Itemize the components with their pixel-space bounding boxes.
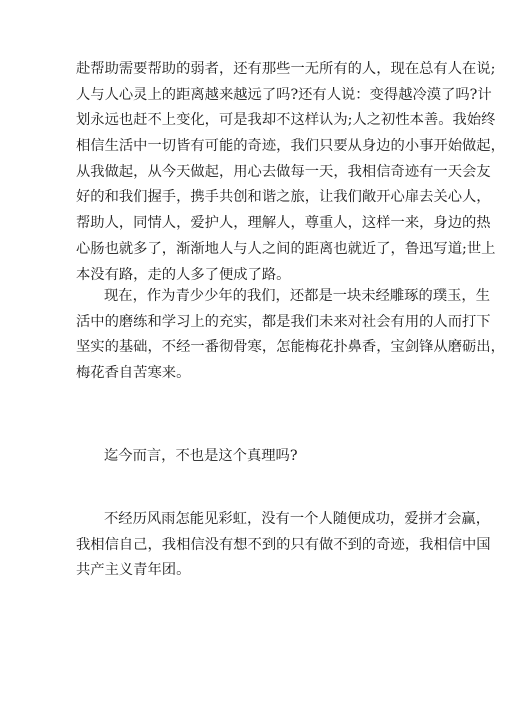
text-line: 梅花香自苦寒来。 bbox=[76, 365, 191, 382]
text-line: 赴帮助需要帮助的弱者，还有那些一无所有的人，现在总有人在说; bbox=[76, 61, 496, 77]
text-line: 从我做起，从今天做起，用心去做每一天，我相信奇迹有一天会友 bbox=[76, 163, 491, 180]
text-line: 现在，作为青少少年的我们，还都是一块未经雕琢的璞玉，生 bbox=[104, 288, 491, 304]
text-line: 我相信自己，我相信没有想不到的只有做不到的奇迹，我相信中国 bbox=[76, 536, 491, 553]
text-line: 帮助人，同情人，爱护人，理解人，尊重人，这样一来，身边的热 bbox=[76, 215, 491, 232]
text-line: 本没有路，走的人多了便成了路。 bbox=[76, 266, 291, 283]
paragraph-1 bbox=[76, 57, 505, 288]
text-line: 不经历风雨怎能见彩虹，没有一个人随便成功，爱拼才会赢， bbox=[104, 511, 491, 527]
text-line: 人与人心灵上的距离越来越远了吗?还有人说：变得越冷漠了吗?计 bbox=[76, 86, 492, 103]
text-line: 心肠也就多了，渐渐地人与人之间的距离也就近了，鲁迅写道;世上 bbox=[76, 240, 496, 257]
text-line: 好的和我们握手，携手共创和谐之旅，让我们敞开心扉去关心人， bbox=[76, 189, 491, 206]
paragraph-4 bbox=[76, 507, 491, 584]
text-line: 相信生活中一切皆有可能的奇迹，我们只要从身边的小事开始做起， bbox=[76, 138, 505, 155]
text-line: 划永远也赶不上变化，可是我却不这样认为;人之初性本善。我始终 bbox=[76, 112, 496, 129]
text-line: 迄今而言，不也是这个真理吗? bbox=[104, 448, 298, 464]
paragraph-2 bbox=[76, 284, 505, 387]
text-line: 坚实的基础，不经一番彻骨寒，怎能梅花扑鼻香，宝剑锋从磨砺出， bbox=[76, 339, 505, 356]
text-line: 共产主义青年团。 bbox=[76, 562, 191, 579]
paragraph-3 bbox=[76, 444, 428, 470]
text-line: 活中的磨练和学习上的充实，都是我们未来对社会有用的人而打下 bbox=[76, 313, 491, 330]
